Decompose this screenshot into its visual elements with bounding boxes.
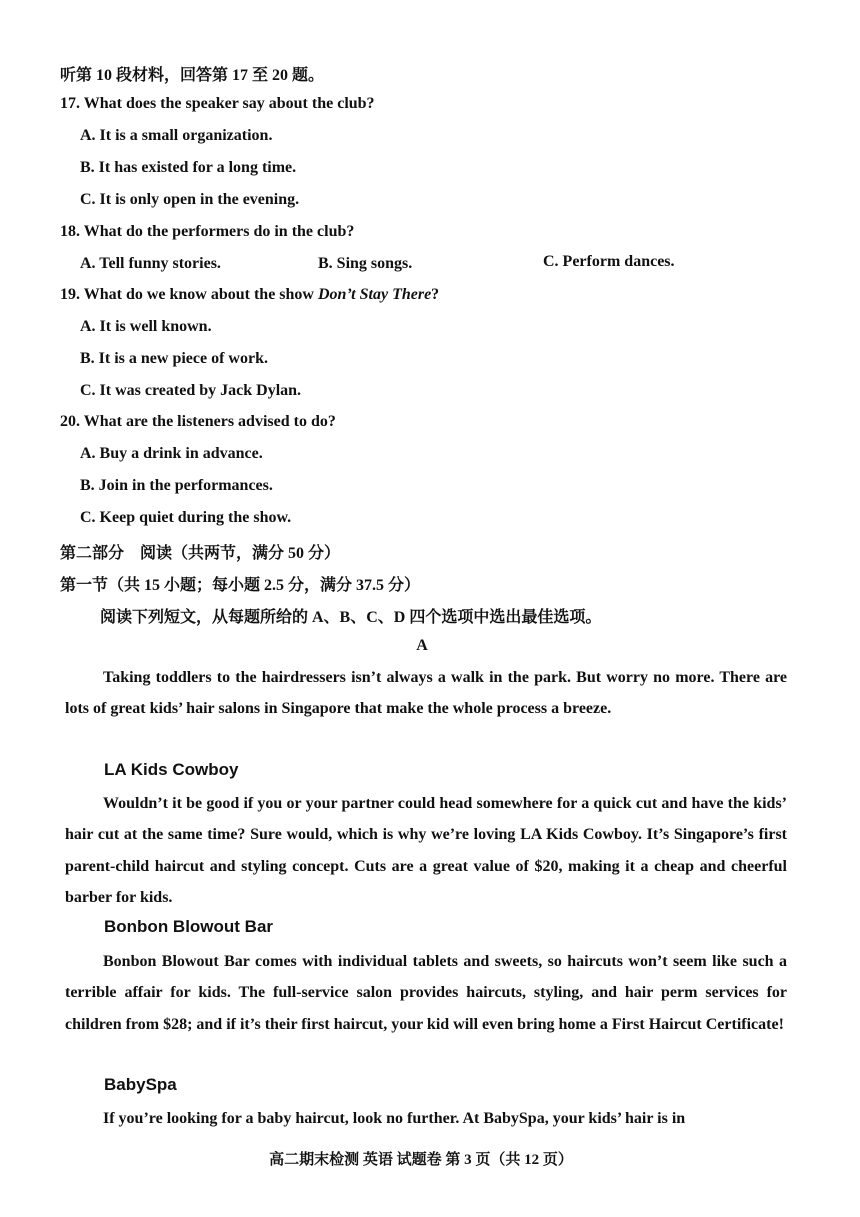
salon-text-babyspa: If you’re looking for a baby haircut, look no further. At BabySpa, your kids’ hair is in (103, 1110, 686, 1127)
salon-heading-babyspa: BabySpa (104, 1075, 177, 1094)
question-20-option-b: B. Join in the performances. (80, 477, 273, 494)
question-17-option-a: A. It is a small organization. (80, 127, 273, 144)
question-17-stem: 17. What does the speaker say about the club? (60, 95, 375, 112)
reading-instruction: 阅读下列短文，从每题所给的 A、B、C、D 四个选项中选出最佳选项。 (100, 609, 602, 626)
question-19-option-b: B. It is a new piece of work. (80, 350, 268, 367)
question-18-option-a: A. Tell funny stories. (80, 255, 221, 272)
salon-text-la-kids-cowboy: Wouldn’t it be good if you or your partner could head somewhere for a quick cut and have the kids’ hair cut at the same time? Sure would, which is why we’re loving LA Kids Cowboy. It’s Singapore’s first parent-child haircut and styling concept. Cuts are a great value of $20, making it a cheap and cheerful barber for kids. (65, 795, 787, 906)
question-19-stem (60, 286, 439, 304)
question-19-option-a: A. It is well known. (80, 318, 212, 335)
question-20-option-a: A. Buy a drink in advance. (80, 445, 263, 462)
question-19-option-c: C. It was created by Jack Dylan. (80, 382, 302, 399)
question-19-stem-end: ? (431, 286, 440, 303)
question-17-option-c: C. It is only open in the evening. (80, 191, 300, 208)
salon-text-bonbon-blowout-bar: Bonbon Blowout Bar comes with individual tablets and sweets, so haircuts won’t seem like such a terrible affair for kids. The full-service salon provides haircuts, styling, and hair perm services for children from $28; and if it’s their first haircut, your kid will even bring home a First Haircut Certificate! (65, 953, 787, 1033)
question-17-option-b: B. It has existed for a long time. (80, 159, 297, 176)
page-footer: 高二期末检测 英语 试题卷 第 3 页（共 12 页） (269, 1152, 573, 1168)
part-title: 第二部分 阅读（共两节，满分 50 分） (60, 545, 341, 562)
salon-heading-bonbon-blowout-bar: Bonbon Blowout Bar (104, 917, 274, 936)
section-intro: 听第 10 段材料，回答第 17 至 20 题。 (60, 67, 325, 84)
question-20-option-c: C. Keep quiet during the show. (80, 509, 292, 526)
question-18-stem: 18. What do the performers do in the club? (60, 223, 355, 240)
salon-heading-la-kids-cowboy: LA Kids Cowboy (104, 760, 239, 779)
intro-paragraph: Taking toddlers to the hairdressers isn’t always a walk in the park. But worry no more. There are lots of great kids’ hair salons in Singapore that make the whole process a breeze. (65, 669, 787, 718)
question-20-stem: 20. What are the listeners advised to do? (60, 413, 336, 430)
subpart-title: 第一节（共 15 小题；每小题 2.5 分，满分 37.5 分） (60, 577, 421, 594)
question-18-option-b: B. Sing songs. (318, 255, 413, 272)
question-19-stem-text: 19. What do we know about the show (60, 286, 318, 303)
question-19-show-title: Don’t Stay There (317, 286, 432, 303)
passage-label: A (416, 637, 428, 654)
question-18-option-c: C. Perform dances. (543, 253, 675, 270)
